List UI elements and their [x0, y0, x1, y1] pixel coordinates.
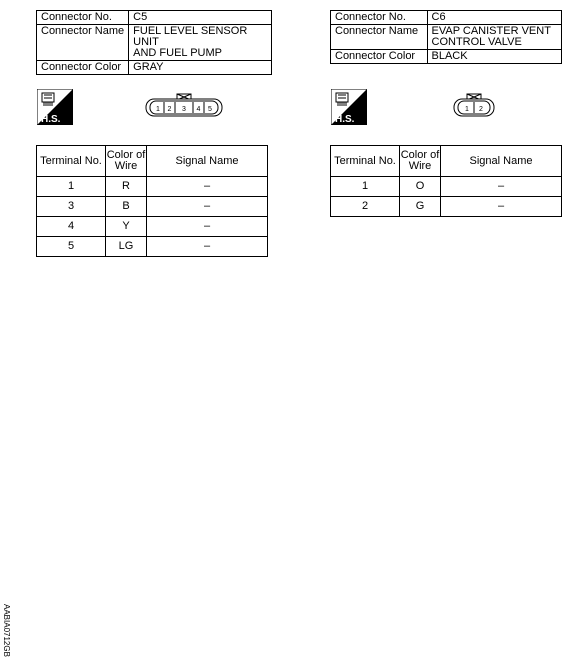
pin-5: 5 — [208, 106, 212, 113]
table-row — [37, 177, 268, 197]
pin-4: 4 — [196, 106, 201, 113]
header-wire-color: Color of Wire — [106, 146, 147, 177]
wire-cell: O — [400, 177, 441, 197]
hs-label: H.S. — [41, 114, 61, 125]
terminal-cell: 1 — [37, 177, 106, 197]
signal-cell: – — [147, 237, 268, 257]
header-terminal: Terminal No. — [37, 146, 106, 177]
info-value: C6 — [427, 11, 561, 25]
pin-2: 2 — [167, 106, 172, 113]
info-key: Connector No. — [37, 11, 129, 25]
pin-2: 2 — [479, 106, 483, 113]
wire-cell: G — [400, 197, 441, 217]
terminal-cell: 2 — [331, 197, 400, 217]
connector-info-c5 — [36, 10, 272, 75]
info-value: EVAP CANISTER VENT CONTROL VALVE — [427, 25, 561, 50]
pin-3: 3 — [182, 106, 186, 113]
header-signal-name: Signal Name — [441, 146, 562, 177]
info-value: FUEL LEVEL SENSOR UNIT AND FUEL PUMP — [129, 25, 272, 61]
harness-side-icon — [331, 89, 367, 125]
wire-cell: Y — [106, 217, 147, 237]
harness-side-icon — [37, 89, 73, 125]
pin-1: 1 — [465, 106, 469, 113]
info-value: BLACK — [427, 50, 561, 64]
terminal-table-c5 — [36, 145, 268, 257]
table-row — [37, 217, 268, 237]
connector-face-c6 — [452, 90, 496, 118]
header-wire-color: Color of Wire — [400, 146, 441, 177]
info-value: C5 — [129, 11, 272, 25]
connector-face-c5 — [144, 90, 224, 118]
info-key: Connector Color — [331, 50, 428, 64]
info-key: Connector Name — [331, 25, 428, 50]
signal-cell: – — [147, 177, 268, 197]
terminal-cell: 4 — [37, 217, 106, 237]
terminal-cell: 5 — [37, 237, 106, 257]
header-terminal: Terminal No. — [331, 146, 400, 177]
table-row — [37, 197, 268, 217]
header-signal-name: Signal Name — [147, 146, 268, 177]
info-value: GRAY — [129, 61, 272, 75]
hs-label: H.S. — [335, 114, 355, 125]
signal-cell: – — [147, 197, 268, 217]
terminal-cell: 3 — [37, 197, 106, 217]
signal-cell: – — [147, 217, 268, 237]
table-row — [37, 237, 268, 257]
wire-cell: R — [106, 177, 147, 197]
info-key: Connector Name — [37, 25, 129, 61]
wire-cell: B — [106, 197, 147, 217]
signal-cell: – — [441, 177, 562, 197]
terminal-table-c6 — [330, 145, 562, 217]
connector-info-c6 — [330, 10, 562, 64]
figure-code: AABIA0712GB — [2, 604, 11, 657]
wire-cell: LG — [106, 237, 147, 257]
table-row — [331, 177, 562, 197]
pin-1: 1 — [156, 106, 160, 113]
table-row — [331, 197, 562, 217]
terminal-cell: 1 — [331, 177, 400, 197]
signal-cell: – — [441, 197, 562, 217]
info-key: Connector Color — [37, 61, 129, 75]
info-key: Connector No. — [331, 11, 428, 25]
